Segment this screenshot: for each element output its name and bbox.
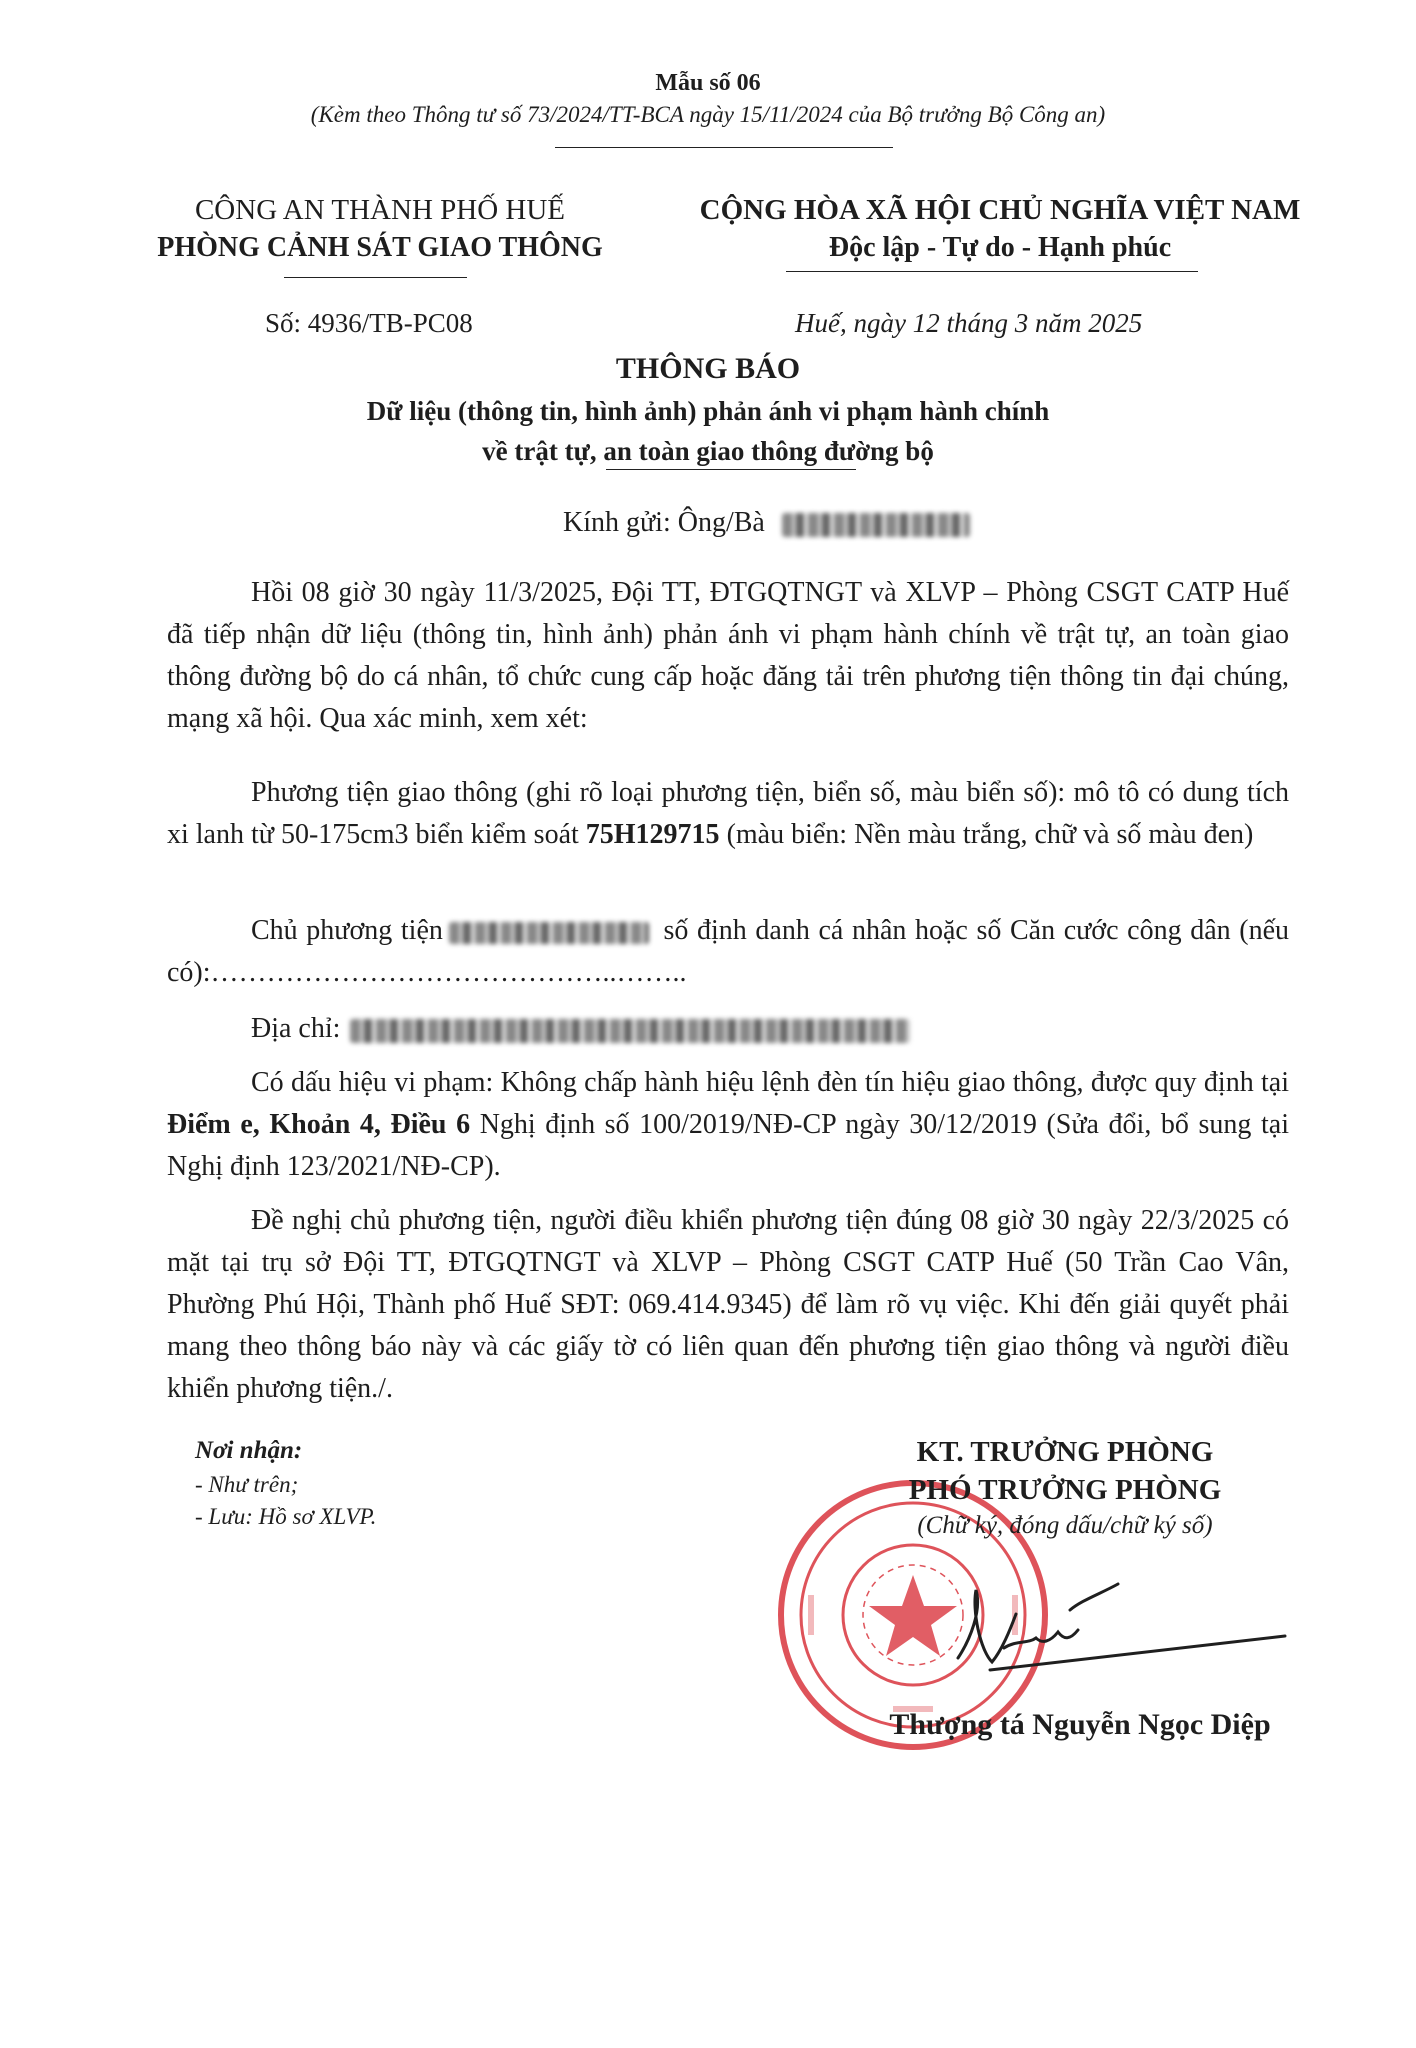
handwritten-signature-icon [950,1570,1290,1680]
national-motto: Độc lập - Tự do - Hạnh phúc [828,232,1172,263]
redacted-owner-name [449,922,649,944]
signer-name: Thượng tá Nguyễn Ngọc Diệp [889,1708,1271,1741]
document-title: THÔNG BÁO [615,352,801,385]
issuer-divider [284,277,467,278]
document-subtitle-1: Dữ liệu (thông tin, hình ảnh) phản ánh vi phạm hành chính [366,396,1050,426]
paragraph-vehicle: Phương tiện giao thông (ghi rõ loại phương tiện, biển số, màu biển số): mô tô có dung tích xi lanh từ 50-175cm3 biển kiểm soát 75H129715 (màu biển: Nền màu trắng, chữ và số màu đen) [167,777,1289,850]
recipient-line [563,507,970,539]
header-divider [555,147,893,148]
paragraph-address: Địa chỉ: [167,1008,1289,1050]
recipients-title: Nơi nhận: [195,1437,303,1464]
form-reference: (Kèm theo Thông tư số 73/2024/TT-BCA ngày 15/11/2024 của Bộ trưởng Bộ Công an) [310,102,1106,127]
paragraph-request: Đề nghị chủ phương tiện, người điều khiển phương tiện đúng 08 giờ 30 ngày 22/3/2025 có mặt tại trụ sở Đội TT, ĐTGQTNGT và XLVP – Phòng CSGT CATP Huế (50 Trần Cao Vân, Phường Phú Hội, Thành phố Huế SĐT: 069.414.9345) để làm rõ vụ việc. Khi đến giải quyết phải mang theo thông báo này và các giấy tờ có liên quan đến phương tiện giao thông và người điều khiển phương tiện./. [167,1205,1289,1404]
paragraph-violation: Có dấu hiệu vi phạm: Không chấp hành hiệu lệnh đèn tín hiệu giao thông, được quy định tại Điểm e, Khoản 4, Điều 6 Nghị định số 100/2019/NĐ-CP ngày 30/12/2019 (Sửa đổi, bổ sung tại Nghị định 123/2021/NĐ-CP). [167,1067,1290,1182]
recipient-label: Kính gửi: Ông/Bà [563,507,765,538]
motto-divider [786,271,1198,272]
issuer-parent: CÔNG AN THÀNH PHỐ HUẾ [194,194,566,226]
form-number: Mẫu số 06 [655,70,761,96]
redacted-address [350,1019,910,1043]
recipients-item: - Lưu: Hồ sơ XLVP. [195,1504,377,1529]
signature-title-1: KT. TRƯỞNG PHÒNG [916,1436,1214,1468]
redacted-recipient [782,513,970,537]
title-divider [606,469,856,470]
national-title: CỘNG HÒA XÃ HỘI CHỦ NGHĨA VIỆT NAM [699,194,1301,226]
signature-title-2: PHÓ TRƯỞNG PHÒNG [908,1474,1222,1506]
document-number: Số: 4936/TB-PC08 [265,308,473,338]
recipients-item: - Như trên; [195,1472,299,1497]
document-subtitle-2: về trật tự, an toàn giao thông đường bộ [482,436,934,466]
legal-clause: Điểm e, Khoản 4, Điều 6 [167,1109,471,1140]
place-date: Huế, ngày 12 tháng 3 năm 2025 [795,308,1143,338]
license-plate: 75H129715 [585,819,720,850]
paragraph-intro: Hồi 08 giờ 30 ngày 11/3/2025, Đội TT, ĐTGQTNGT và XLVP – Phòng CSGT CATP Huế đã tiếp nhận dữ liệu (thông tin, hình ảnh) phản ánh vi phạm hành chính về trật tự, an toàn giao thông đường bộ do cá nhân, tổ chức cung cấp hoặc đăng tải trên phương tiện thông tin đại chúng, mạng xã hội. Qua xác minh, xem xét: [167,577,1289,734]
issuer-name: PHÒNG CẢNH SÁT GIAO THÔNG [157,232,603,263]
signature-note: (Chữ ký, đóng dấu/chữ ký số) [917,1512,1213,1539]
paragraph-owner: Chủ phương tiện số định danh cá nhân hoặc số Căn cước công dân (nếu có):……………………………………..…….. [167,915,1289,988]
